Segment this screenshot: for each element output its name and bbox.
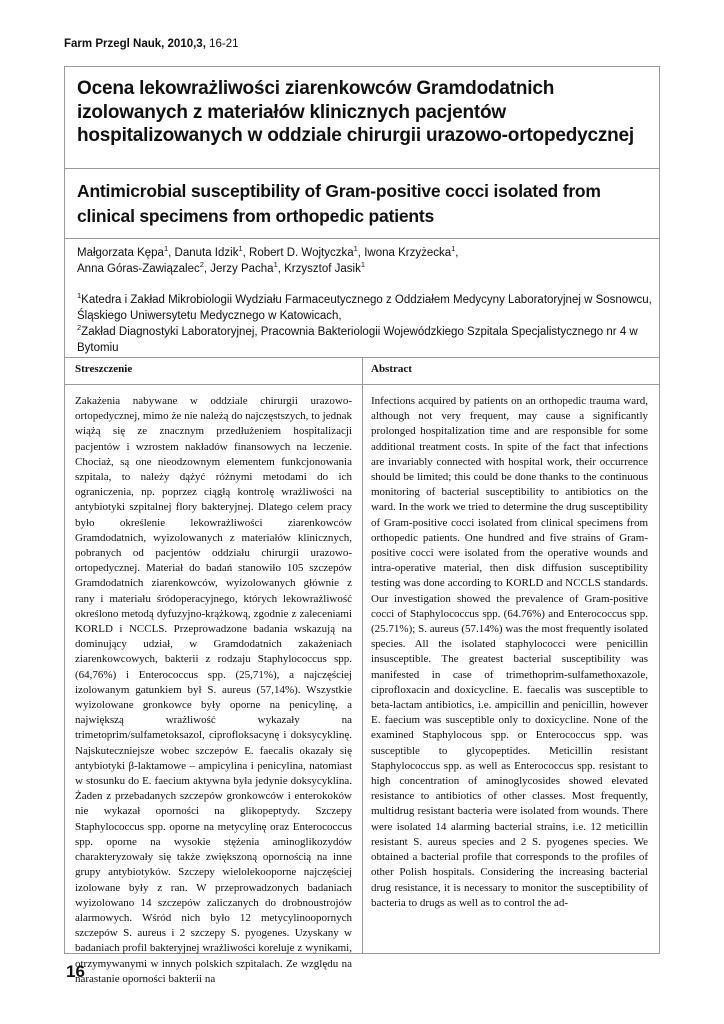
journal-citation <box>64 38 239 50</box>
page-range: 16-21 <box>209 38 239 50</box>
abstract-heading: Abstract <box>371 363 412 375</box>
author: Małgorzata Kępa$^1$ <box>77 244 169 259</box>
author: Robert D. Wojtyczka$^1$ <box>249 244 358 259</box>
author: Danuta Idzik$^1$ <box>174 244 243 259</box>
page-number: 16 <box>66 962 85 981</box>
author-line: Anna Góras-Zawiązalec$^2$, Jerzy Pacha$^1$, Krzysztof Jasik$^1$ <box>77 260 365 275</box>
title-polish: Ocena lekowrażliwości ziarenkowców Gramdodatnich izolowanych z materiałów klinicznych pacjentów hospitalizowanych w oddziale chirurgii urazowo-ortopedycznej <box>77 78 635 146</box>
title-english: Antimicrobial susceptibility of Gram-positive cocci isolated from clinical specimens from orthopedic patients <box>77 181 601 226</box>
affiliation: $^2$Zakład Diagnostyki Laboratoryjnej, Pracownia Bakteriologii Wojewódzkiego Szpitala Specjalistycznego nr 4 w Bytomiu <box>77 323 638 354</box>
divider <box>65 238 659 239</box>
author-list <box>77 245 655 277</box>
author: Anna Góras-Zawiązalec$^2$ <box>77 260 204 275</box>
author: Iwona Krzyżecka$^1$ <box>364 244 456 259</box>
author-line: Małgorzata Kępa$^1$, Danuta Idzik$^1$, Robert D. Wojtyczka$^1$, Iwona Krzyżecka$^1$, <box>77 244 459 259</box>
affiliation: $^1$Katedra i Zakład Mikrobiologii Wydziału Farmaceutycznego z Oddziałem Medycyny Laboratoryjnej w Sosnowcu, Śląskiego Uniwersytetu Medycznego w Katowicach, <box>77 291 652 322</box>
abstract-body: Infections acquired by patients on an orthopedic trauma ward, although not very frequent, may cause a significantly prolonged hospitalization time and are responsible for some additional treatment costs. In spite of the fact that infections are invariably connected with hospital work, their occurrence should be limited; this could be done thanks to the continuous monitoring of bacterial susceptibility to antibiotics on the ward. In the work we tried to determine the drug susceptibility of Gram-positive cocci isolated from clinical specimens from orthopedic patients. One hundred and five strains of Gram-positive cocci were isolated from the operative wounds and intra-operative material, then disk diffusion susceptibility testing was done according to KORLD and NCCLS standards. Our investigation showed the prevalence of Gram-positive cocci of Staphylococcus spp. (64.76%) and Enterococcus spp. (25.71%); S. aureus (57.14%) was the most frequently isolated species. All the isolated staphylococci were penicillin insusceptible. The greatest bacterial susceptibility was manifested in case of trimethoprim-sulfamethoxazole, ciprofloxacin and doxicycline. E. faecalis was susceptible to beta-lactam antibiotics, i.e. ampicillin and penicillin, however E. faecium was susceptible only to doxicycline. None of the examined Staphylocous spp. or Enterococcus spp. was susceptible to glycopeptides. Meticillin resistant Staphylococcus spp. as well as Enterococcus spp. resistant to high concentration of aminoglycosides showed elevated resistance to antibiotics of other classes. Most frequently, multidrug resistant bacteria were isolated from wounds. There were isolated 14 alarming bacterial strains, i.e. 12 meticillin resistant S. aureus species and 2 S. pyogenes species. We obtained a bacterial profile that corresponds to the profiles of other Polish hospitals. Considering the increasing bacterial drug resistance, it is necessary to monitor the susceptibility of bacteria to drugs as well as to control the ad- <box>371 395 648 909</box>
streszczenie-heading: Streszczenie <box>75 363 133 375</box>
author: Krzysztof Jasik$^1$ <box>284 260 365 275</box>
affiliations <box>77 292 655 356</box>
journal-name: Farm Przegl Nauk, 2010,3, <box>64 38 206 50</box>
author: Jerzy Pacha$^1$ <box>210 260 278 275</box>
divider <box>65 168 659 169</box>
streszczenie-body: Zakażenia nabywane w oddziale chirurgii urazowo-ortopedycznej, mimo że nie należą do najczęstszych, to jednak wiążą się ze znacznym przedłużeniem hospitalizacji pacjentów i wzrostem nakładów finansowych na leczenie. Chociaż, są one nieodzownym elementem funkcjonowania szpitala, to należy dążyć różnymi metodami do ich ograniczenia, np. poprzez ciągłą kontrolę wrażliwości na antybiotyki szpitalnej flory bakteryjnej. Dlatego celem pracy było określenie lekowrażliwości ziarenkowców Gramdodatnich, wyizolowanych z materiałów klinicznych, pobranych od pacjentów oddziału chirurgii urazowo-ortopedycznej. Materiał do badań stanowiło 105 szczepów Gramdodatnich ziarenkowców, wyizolowanych głównie z rany i materiału śródoperacyjnego, których lekowrażliwość określono metodą dyfuzyjno-krążkową, zgodnie z zaleceniami KORLD i NCCLS. Przeprowadzone badania wskazują na dominujący udział, w Gramdodatnich zakażeniach ziarenkowcowych, bakterii z rodzaju Staphylococcus spp. (64,76%) i Enterococcus spp. (25,71%), a najczęściej izolowanym gatunkiem był S. aureus (57,14%). Wszystkie wyizolowane gronkowce były oporne na penicylinę, a największą wrażliwość wykazały na trimetoprim/sulfametoksazol, ciprofloksacynę i doksycyklinę. Najskuteczniejsze wobec szczepów E. faecalis okazały się antybiotyki β-laktamowe – ampicylina i penicylina, natomiast w stosunku do E. faecium aktywna była jedynie doksycyklina. Żaden z przebadanych szczepów gronkowców i enterokoków nie wykazał oporności na glikopeptydy. Szczepy Staphylococcus spp. oporne na metycylinę oraz Enterococcus spp. oporne na wysokie stężenia aminoglikozydów charakteryzowały się także zwiększoną opornością na inne grupy antybiotyków. Szczepy wielolekooporne najczęściej izolowane były z ran. W przeprowadzonych badaniach wyizolowano 14 szczepów zaliczanych do drobnoustrojów alarmowych. Wśród nich było 12 metycylinoopornych szczepów S. aureus i 2 szczepy S. pyogenes. Uzyskany w badaniach profil bakteryjnej wrażliwości koreluje z wynikami, otrzymywanymi w innych polskich szpitalach. Ze względu na narastanie oporności bakterii na <box>75 395 352 985</box>
column-divider <box>362 357 363 953</box>
